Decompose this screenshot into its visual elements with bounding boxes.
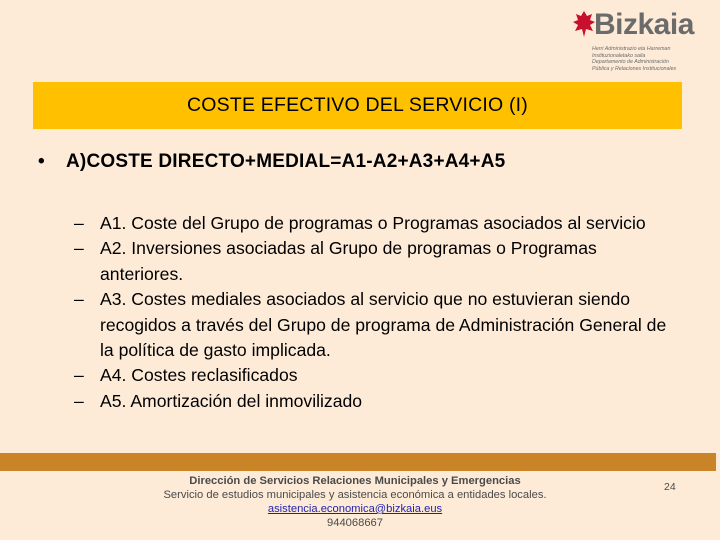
list-item-text: A3. Costes mediales asociados al servicio que no estuvieran siendo recogidos a través del Grupo de programa de Administración General de la política de gasto implicada.: [100, 289, 667, 361]
bullet-dot: •: [38, 151, 45, 172]
list-item-text: A4. Costes reclasificados: [100, 365, 298, 386]
footer-band: [0, 453, 716, 471]
page-number: 24: [664, 481, 676, 493]
slide-title: COSTE EFECTIVO DEL SERVICIO (I): [186, 94, 528, 116]
footer-email-link[interactable]: asistencia.economica@bizkaia.eus: [267, 503, 443, 515]
logo-subtitle: Herri Administrazio eta Harreman Instituzionaletako saila Departamento de Administración Pública y Relaciones Institucionales: [592, 46, 677, 72]
main-bullet-text: A)COSTE DIRECTO+MEDIAL=A1-A2+A3+A4+A5: [66, 151, 506, 172]
logo-wordmark: Bizkaia: [594, 8, 694, 41]
list-item: – A5. Amortización del inmovilizado: [74, 390, 363, 411]
list-item: – A4. Costes reclasificados: [74, 365, 298, 386]
footer-phone: 944068667: [327, 517, 383, 529]
list-item-text: A5. Amortización del inmovilizado: [100, 390, 363, 411]
bizkaia-leaf-icon: [572, 10, 596, 40]
sub-item-list: [74, 211, 684, 414]
list-item: – A2. Inversiones asociadas al Grupo de programas o Programas anteriores.: [74, 238, 597, 284]
bizkaia-logo: [568, 6, 718, 78]
title-band: [33, 82, 682, 129]
list-item: – A1. Coste del Grupo de programas o Programas asociados al servicio: [74, 213, 646, 233]
list-item-text: A2. Inversiones asociadas al Grupo de programas o Programas anteriores.: [100, 238, 597, 284]
footer-service: Servicio de estudios municipales y asistencia económica a entidades locales.: [163, 489, 547, 501]
list-item: – A3. Costes mediales asociados al servicio que no estuvieran siendo recogidos a través del Grupo de programa de Administración General de la política de gasto implicada.: [74, 289, 667, 361]
footer-direction: Dirección de Servicios Relaciones Municipales y Emergencias: [189, 475, 521, 487]
footer: [140, 474, 570, 530]
list-item-text: A1. Coste del Grupo de programas o Programas asociados al servicio: [100, 213, 646, 233]
main-bullet: [38, 151, 505, 173]
